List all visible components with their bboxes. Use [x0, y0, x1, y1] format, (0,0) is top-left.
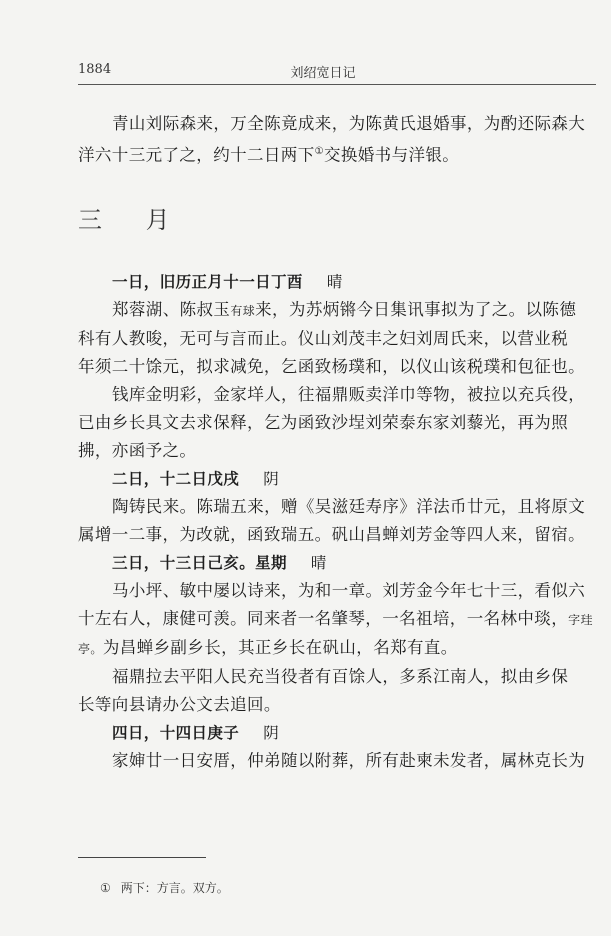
header-rule: [78, 84, 596, 85]
day-4-text: 家婶廿一日安厝，仲弟随以附葬，所有赴柬未发者，属林克长为: [112, 751, 586, 770]
diary-body: [78, 268, 596, 775]
day-1-heading: 一日，旧历正月十一日丁酉: [112, 273, 303, 291]
month-heading: 三 月: [78, 206, 188, 234]
day-3-text: 福鼎拉去平阳人民充当役者有百馀人，多系江南人，拟由乡保: [112, 667, 569, 686]
intro-line-2a: 洋六十三元了之，约十二日两下: [78, 145, 315, 165]
day-2-text: 陶铸民来。陈瑞五来，赠《吴滋廷寿序》洋法币廿元，且将原文: [112, 497, 586, 516]
day-2-heading: 二日，十二日戊戌: [112, 470, 240, 488]
day-3-text: 十左右人，康健可羡。同来者一名肇琴，一名祖培，一名林中琰，: [78, 609, 569, 628]
day-1-note: 有球: [230, 304, 256, 318]
footnote-rule: [78, 857, 206, 858]
day-1-text: 已由乡长具文去求保释，乞为函致沙埕刘荣泰东家刘藜光，再为照: [78, 413, 569, 432]
day-1-text: 郑蓉湖、陈叔玉: [112, 300, 231, 319]
intro-line-2b: 交换婚书与洋银。: [323, 145, 460, 165]
footnote: [100, 879, 229, 896]
day-3-note: 字珪: [568, 613, 593, 627]
day-3-text: 马小坪、敏中屡以诗来，为和一章。刘芳金今年七十三，看似六: [112, 581, 586, 600]
day-1-weather: 晴: [326, 273, 343, 291]
day-4-heading: 四日，十四日庚子: [112, 724, 240, 742]
day-1-text: 科有人教唆，无可与言而止。仪山刘茂丰之妇刘周氏来，以营业税: [78, 329, 569, 348]
page-number: 1884: [78, 62, 112, 77]
day-3-heading: 三日，十三日己亥。星期: [112, 554, 287, 572]
page-header: [78, 62, 596, 84]
intro-paragraph: [78, 110, 596, 170]
day-1-text: 年须二十馀元，拟求减免，乞函致杨璞和，以仪山该税璞和包征也。: [78, 357, 585, 376]
day-2-weather: 阴: [263, 470, 280, 488]
day-3-text: 长等向县请办公文去追回。: [78, 695, 281, 714]
day-1-text: 来，为苏炳锵今日集讯事拟为了之。以陈德: [255, 300, 577, 319]
running-title: 刘绍宽日记: [290, 66, 356, 81]
intro-line-1: 青山刘际森来，万全陈竟成来，为陈黄氏退婚事，为酌还际森大: [112, 114, 586, 133]
footnote-ref: ①: [314, 146, 324, 157]
day-2-text: 属增一二事，为改就，函致瑞五。矾山昌蝉刘芳金等四人来，留宿。: [78, 525, 585, 544]
day-3-weather: 晴: [310, 554, 327, 572]
day-3-text: 为昌蝉乡副乡长，其正乡长在矾山，名郑有直。: [102, 638, 458, 657]
day-1-text: 钱库金明彩，金家垟人，往福鼎贩卖洋巾等物，被拉以充兵役，: [112, 385, 586, 404]
footnote-mark: ①: [100, 881, 111, 895]
day-3-note: 亭。: [78, 642, 103, 656]
day-1-text: 拂，亦函予之。: [78, 441, 197, 460]
footnote-text: 两下：方言。双方。: [120, 881, 229, 895]
day-4-weather: 阴: [263, 724, 280, 742]
